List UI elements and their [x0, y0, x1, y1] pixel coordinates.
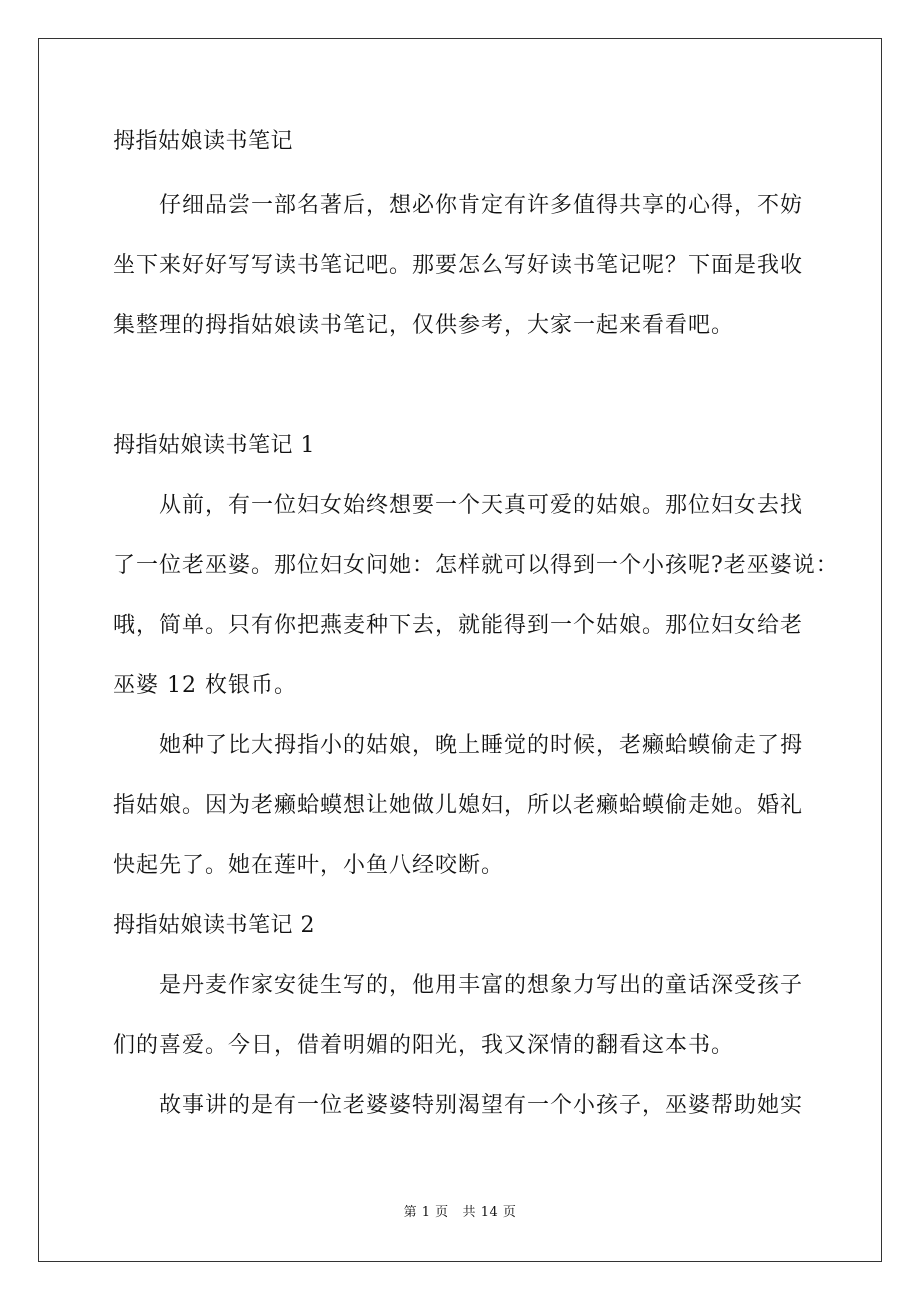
- paragraph-line: 指姑娘。因为老癞蛤蟆想让她做儿媳妇，所以老癞蛤蟆偷走她。婚礼: [113, 793, 804, 818]
- paragraph-line: 哦，简单。只有你把燕麦种下去，就能得到一个姑娘。那位妇女给老: [113, 613, 804, 638]
- paragraph-line: 们的喜爱。今日，借着明媚的阳光，我又深情的翻看这本书。: [113, 1033, 735, 1058]
- document-title: 拇指姑娘读书笔记: [113, 129, 294, 154]
- paragraph-line: 她种了比大拇指小的姑娘，晚上睡觉的时候，老癞蛤蟆偷走了拇: [159, 733, 804, 758]
- section-heading-2: 拇指姑娘读书笔记 2: [113, 913, 315, 938]
- intro-line: 仔细品尝一部名著后，想必你肯定有许多值得共享的心得，不妨: [159, 193, 804, 218]
- paragraph-line: 故事讲的是有一位老婆婆特别渴望有一个小孩子，巫婆帮助她实: [159, 1093, 804, 1118]
- paragraph-line: 是丹麦作家安徒生写的，他用丰富的想象力写出的童话深受孩子: [159, 973, 804, 998]
- paragraph-line: 巫婆 12 枚银币。: [113, 673, 297, 698]
- paragraph-line: 快起先了。她在莲叶，小鱼八经咬断。: [113, 853, 505, 878]
- page-footer: 第 1 页 共 14 页: [403, 1205, 517, 1220]
- intro-line: 坐下来好好写写读书笔记吧。那要怎么写好读书笔记呢？下面是我收: [113, 253, 804, 278]
- paragraph-line: 了一位老巫婆。那位妇女问她：怎样就可以得到一个小孩呢?老巫婆说：: [113, 553, 839, 578]
- section-heading-1: 拇指姑娘读书笔记 1: [113, 433, 315, 458]
- intro-line: 集整理的拇指姑娘读书笔记，仅供参考，大家一起来看看吧。: [113, 313, 735, 338]
- page-border: [38, 38, 882, 1262]
- paragraph-line: 从前，有一位妇女始终想要一个天真可爱的姑娘。那位妇女去找: [159, 493, 804, 518]
